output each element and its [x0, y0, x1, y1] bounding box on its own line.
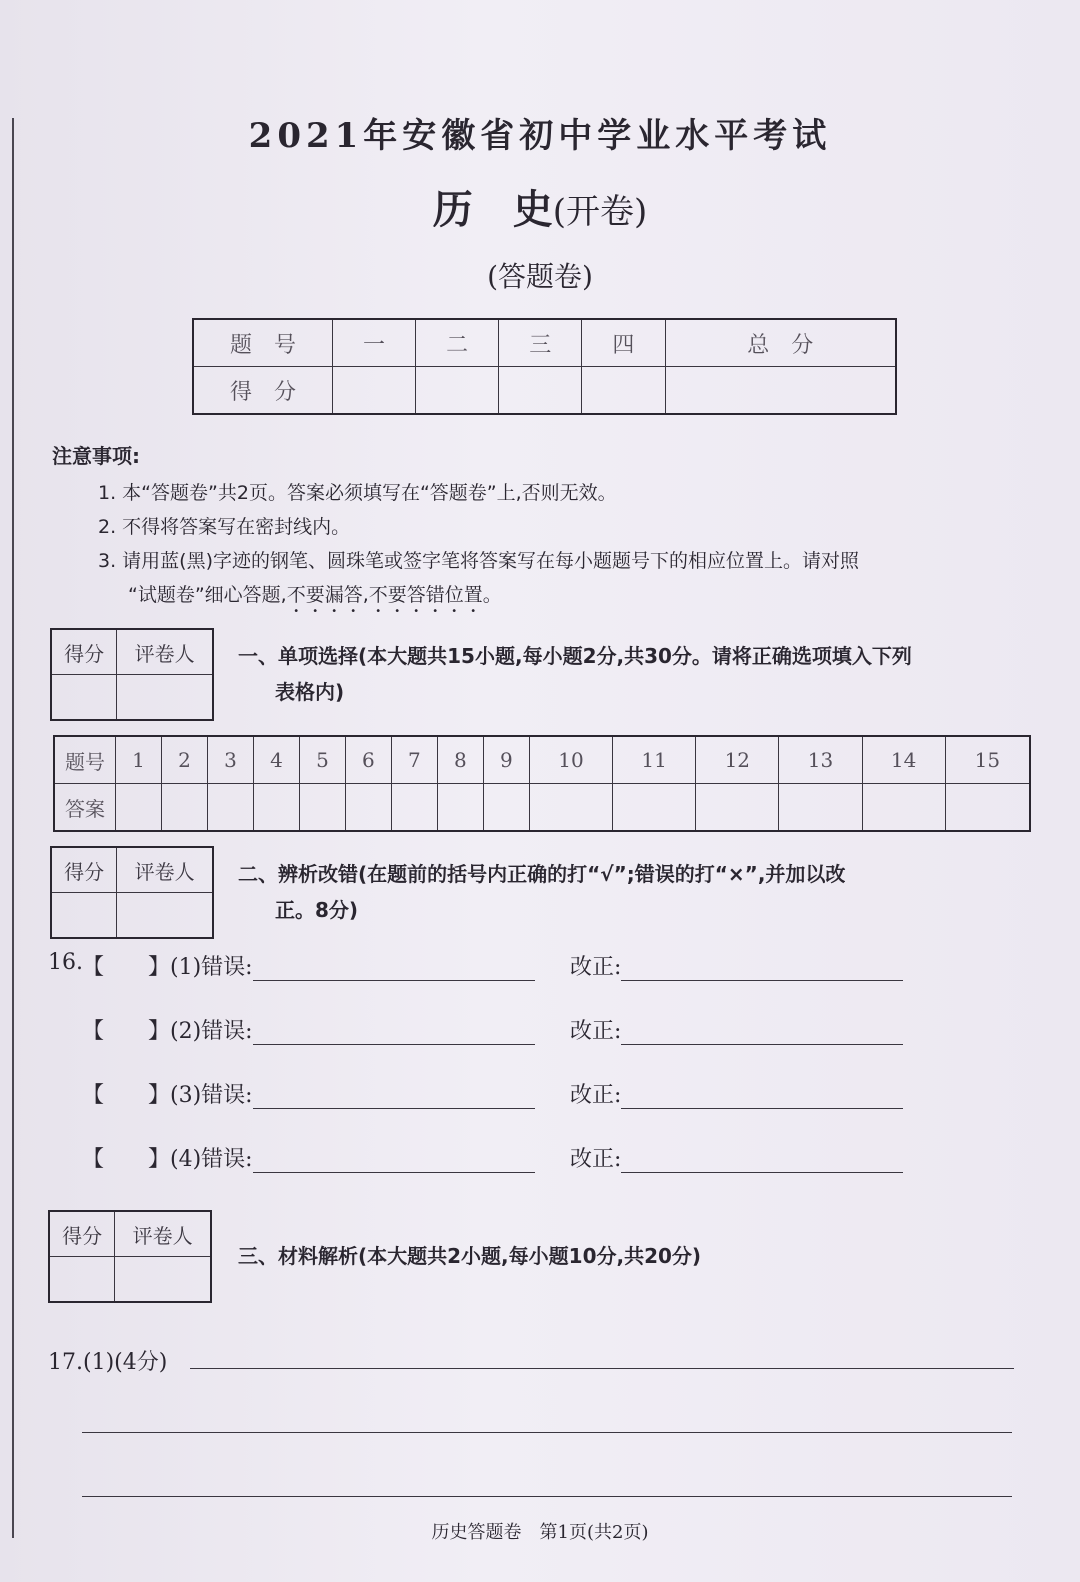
answer-cell[interactable] [613, 784, 696, 832]
judge-bracket[interactable]: 【 】 [82, 1147, 171, 1172]
sheet-type: (答题卷) [487, 260, 593, 293]
column-header: 一 [333, 319, 416, 367]
column-header: 三 [499, 319, 582, 367]
exam-title: 2021年安徽省初中学业水平考试 [248, 116, 832, 156]
answer-cell[interactable] [207, 784, 253, 832]
question-number-cell: 15 [945, 736, 1030, 784]
question-number-cell: 11 [613, 736, 696, 784]
column-header: 四 [582, 319, 665, 367]
question-17-label: 17.(1)(4分) [48, 1350, 168, 1375]
notice-item-cont [128, 580, 502, 617]
grader-box [50, 846, 214, 939]
notice-cont-end: 。 [482, 584, 502, 606]
judge-bracket[interactable]: 【 】 [82, 1083, 171, 1108]
subject-note: (开卷) [552, 192, 648, 232]
score-summary-table [192, 318, 897, 415]
judge-bracket[interactable]: 【 】 [82, 955, 171, 980]
question-number-cell: 5 [299, 736, 345, 784]
q16-fix-3 [570, 1078, 903, 1109]
fix-label: 改正: [570, 1147, 622, 1172]
fix-label: 改正: [570, 955, 622, 980]
q16-fix-1 [570, 950, 903, 981]
answer-cell[interactable] [779, 784, 862, 832]
answer-cell[interactable] [862, 784, 945, 832]
judge-bracket[interactable]: 【 】 [82, 1019, 171, 1044]
answer-cell[interactable] [345, 784, 391, 832]
question-number-cell: 10 [529, 736, 612, 784]
table-row [193, 319, 896, 367]
answer-cell[interactable] [299, 784, 345, 832]
notice-title: 注意事项: [52, 444, 140, 468]
fix-answer-line[interactable] [621, 956, 903, 981]
error-label: (2)错误: [170, 1019, 253, 1044]
grader-score-cell[interactable] [49, 1257, 115, 1303]
question-number-cell: 2 [161, 736, 207, 784]
score-cell[interactable] [499, 367, 582, 415]
grader-score-cell[interactable] [51, 893, 117, 939]
subject-name: 历 史 [432, 186, 553, 233]
answer-cell[interactable] [391, 784, 437, 832]
answer-line[interactable] [190, 1368, 1014, 1369]
fix-answer-line[interactable] [621, 1148, 903, 1173]
answer-line[interactable] [82, 1496, 1012, 1497]
question-number-cell: 3 [207, 736, 253, 784]
question-number-cell: 12 [696, 736, 779, 784]
question-number-cell: 13 [779, 736, 862, 784]
fix-answer-line[interactable] [621, 1020, 903, 1045]
table-row [54, 736, 1030, 784]
error-answer-line[interactable] [253, 1084, 535, 1109]
grader-box [48, 1210, 212, 1303]
grader-score-label: 得分 [51, 629, 117, 675]
section1-heading-cont: 表格内) [275, 680, 345, 704]
answer-cell[interactable] [437, 784, 483, 832]
grader-box [50, 628, 214, 721]
grader-name-cell[interactable] [117, 893, 213, 939]
answer-cell[interactable] [696, 784, 779, 832]
grader-score-label: 得分 [49, 1211, 115, 1257]
question-number-cell: 4 [253, 736, 299, 784]
error-answer-line[interactable] [253, 1020, 535, 1045]
question-number-cell: 6 [345, 736, 391, 784]
question-number-cell: 9 [483, 736, 529, 784]
question-16-number: 16. [48, 950, 83, 975]
grader-name-cell[interactable] [117, 675, 213, 721]
score-cell[interactable] [665, 367, 896, 415]
notice-emphasis: 不要漏答,不要答错位置 [286, 584, 483, 606]
column-header: 总 分 [665, 319, 896, 367]
answer-cell[interactable] [253, 784, 299, 832]
section2-heading-cont: 正。8分) [275, 898, 359, 922]
question-number-cell: 1 [116, 736, 162, 784]
fix-label: 改正: [570, 1019, 622, 1044]
table-row [54, 784, 1030, 832]
error-answer-line[interactable] [253, 1148, 535, 1173]
answer-cell[interactable] [945, 784, 1030, 832]
grader-score-label: 得分 [51, 847, 117, 893]
row-label: 答案 [54, 784, 116, 832]
fix-label: 改正: [570, 1083, 622, 1108]
answer-cell[interactable] [483, 784, 529, 832]
grader-name-label: 评卷人 [117, 847, 213, 893]
column-header: 二 [416, 319, 499, 367]
question-number-cell: 14 [862, 736, 945, 784]
answer-cell[interactable] [116, 784, 162, 832]
error-answer-line[interactable] [253, 956, 535, 981]
q16-item-4 [82, 1142, 535, 1173]
score-cell[interactable] [333, 367, 416, 415]
notice-item: 3. 请用蓝(黑)字迹的钢笔、圆珠笔或签字笔将答案写在每小题题号下的相应位置上。请对照 [98, 550, 859, 572]
grader-name-cell[interactable] [115, 1257, 211, 1303]
notice-item: 1. 本“答题卷”共2页。答案必须填写在“答题卷”上,否则无效。 [98, 482, 617, 504]
section3-heading: 三、材料解析(本大题共2小题,每小题10分,共20分) [238, 1244, 702, 1268]
question-number-cell: 8 [437, 736, 483, 784]
grader-score-cell[interactable] [51, 675, 117, 721]
q16-item-3 [82, 1078, 535, 1109]
choice-answer-table [53, 735, 1031, 832]
fix-answer-line[interactable] [621, 1084, 903, 1109]
row-label: 得 分 [193, 367, 333, 415]
subject-title [0, 178, 1080, 235]
answer-cell[interactable] [529, 784, 612, 832]
q16-fix-2 [570, 1014, 903, 1045]
q16-fix-4 [570, 1142, 903, 1173]
section1-heading: 一、单项选择(本大题共15小题,每小题2分,共30分。请将正确选项填入下列 [238, 644, 912, 668]
grader-name-label: 评卷人 [115, 1211, 211, 1257]
row-label: 题号 [54, 736, 116, 784]
notice-cont-text: “试题卷”细心答题, [128, 584, 287, 606]
seal-line [12, 118, 14, 1538]
error-label: (3)错误: [170, 1083, 253, 1108]
page-footer: 历史答题卷 第1页(共2页) [431, 1522, 649, 1543]
score-cell[interactable] [582, 367, 665, 415]
q16-item-1 [82, 950, 535, 981]
table-row [193, 367, 896, 415]
score-cell[interactable] [416, 367, 499, 415]
answer-line[interactable] [82, 1432, 1012, 1433]
question-number-cell: 7 [391, 736, 437, 784]
error-label: (1)错误: [170, 955, 253, 980]
notice-item: 2. 不得将答案写在密封线内。 [98, 516, 351, 538]
section2-heading: 二、辨析改错(在题前的括号内正确的打“√”;错误的打“×”,并加以改 [238, 862, 846, 886]
row-label: 题 号 [193, 319, 333, 367]
error-label: (4)错误: [170, 1147, 253, 1172]
answer-cell[interactable] [161, 784, 207, 832]
grader-name-label: 评卷人 [117, 629, 213, 675]
q16-item-2 [82, 1014, 535, 1045]
